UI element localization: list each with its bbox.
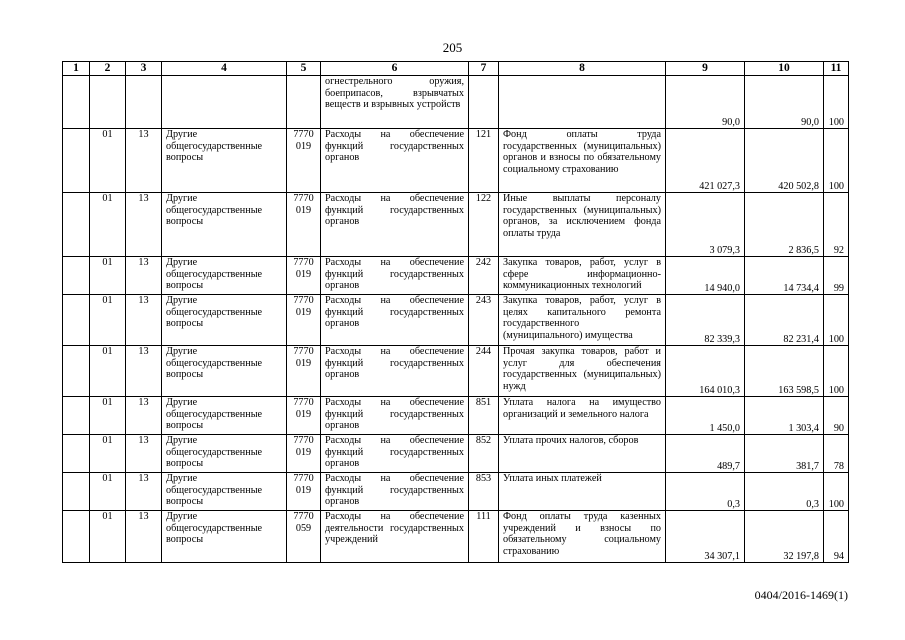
- target-article-code-cell: 7770 019: [287, 129, 321, 193]
- approved-amount-cell: 82 339,3: [666, 295, 745, 346]
- expense-name-cell: Расходы на обеспечение функций государственных органов: [321, 257, 469, 295]
- subsection-code-cell: 13: [126, 346, 162, 397]
- expense-type-code-cell: 244: [469, 346, 499, 397]
- section-code-cell: 01: [90, 473, 126, 511]
- section-name-cell: Другие общегосударственные вопросы: [162, 295, 287, 346]
- approved-amount-cell: 14 940,0: [666, 257, 745, 295]
- document-code: 0404/2016-1469(1): [754, 588, 848, 602]
- column-header: 4: [162, 62, 287, 76]
- subsection-code-cell: 13: [126, 129, 162, 193]
- expense-name-cell: огнестрельного оружия, боеприпасов, взрывчатых веществ и взрывных устройств: [321, 76, 469, 129]
- execution-percent-cell: 90: [824, 397, 849, 435]
- target-article-code-cell: 7770 019: [287, 257, 321, 295]
- column-header: 9: [666, 62, 745, 76]
- section-name-cell: Другие общегосударственные вопросы: [162, 435, 287, 473]
- execution-percent-cell: 100: [824, 346, 849, 397]
- approved-amount-cell: 3 079,3: [666, 193, 745, 257]
- table-row: [63, 511, 849, 563]
- expense-type-code-cell: 121: [469, 129, 499, 193]
- target-article-code-cell: 7770 019: [287, 473, 321, 511]
- expense-name-cell: Расходы на обеспечение функций государственных органов: [321, 397, 469, 435]
- expense-type-code-cell: 852: [469, 435, 499, 473]
- target-article-code-cell: 7770 019: [287, 346, 321, 397]
- target-article-code-cell: 7770 019: [287, 435, 321, 473]
- section-name-cell: Другие общегосударственные вопросы: [162, 129, 287, 193]
- row-index-cell: [63, 193, 90, 257]
- expense-type-name-cell: Закупка товаров, работ, услуг в сфере информационно-коммуникационных технологий: [499, 257, 666, 295]
- section-code-cell: 01: [90, 129, 126, 193]
- section-code-cell: 01: [90, 257, 126, 295]
- section-name-cell: Другие общегосударственные вопросы: [162, 511, 287, 563]
- expense-type-name-cell: Уплата прочих налогов, сборов: [499, 435, 666, 473]
- expense-type-code-cell: 111: [469, 511, 499, 563]
- expense-type-code-cell: 851: [469, 397, 499, 435]
- header-row: [63, 62, 849, 76]
- expense-name-cell: Расходы на обеспечение функций государственных органов: [321, 193, 469, 257]
- subsection-code-cell: 13: [126, 397, 162, 435]
- executed-amount-cell: 2 836,5: [745, 193, 824, 257]
- row-index-cell: [63, 435, 90, 473]
- budget-table: [62, 61, 849, 563]
- expense-type-name-cell: Закупка товаров, работ, услуг в целях капитального ремонта государственного (муниципального) имущества: [499, 295, 666, 346]
- table-row: [63, 473, 849, 511]
- expense-type-code-cell: [469, 76, 499, 129]
- executed-amount-cell: 32 197,8: [745, 511, 824, 563]
- subsection-code-cell: 13: [126, 295, 162, 346]
- row-index-cell: [63, 511, 90, 563]
- approved-amount-cell: 164 010,3: [666, 346, 745, 397]
- section-name-cell: [162, 76, 287, 129]
- section-name-cell: Другие общегосударственные вопросы: [162, 257, 287, 295]
- approved-amount-cell: 90,0: [666, 76, 745, 129]
- row-index-cell: [63, 346, 90, 397]
- row-index-cell: [63, 473, 90, 511]
- row-index-cell: [63, 295, 90, 346]
- expense-type-code-cell: 853: [469, 473, 499, 511]
- expense-type-name-cell: Иные выплаты персоналу государственных (муниципальных) органов, за исключением фонда оплаты труда: [499, 193, 666, 257]
- execution-percent-cell: 92: [824, 193, 849, 257]
- table-row: [63, 435, 849, 473]
- column-header: 2: [90, 62, 126, 76]
- expense-type-name-cell: Прочая закупка товаров, работ и услуг для обеспечения государственных (муниципальных) нужд: [499, 346, 666, 397]
- section-name-cell: Другие общегосударственные вопросы: [162, 397, 287, 435]
- expense-type-name-cell: Фонд оплаты труда казенных учреждений и взносы по обязательному социальному страхованию: [499, 511, 666, 563]
- column-header: 6: [321, 62, 469, 76]
- execution-percent-cell: 94: [824, 511, 849, 563]
- subsection-code-cell: 13: [126, 511, 162, 563]
- column-header: 7: [469, 62, 499, 76]
- table-row: [63, 129, 849, 193]
- section-code-cell: 01: [90, 295, 126, 346]
- executed-amount-cell: 0,3: [745, 473, 824, 511]
- executed-amount-cell: 381,7: [745, 435, 824, 473]
- section-code-cell: 01: [90, 193, 126, 257]
- target-article-code-cell: 7770 059: [287, 511, 321, 563]
- subsection-code-cell: 13: [126, 257, 162, 295]
- section-name-cell: Другие общегосударственные вопросы: [162, 346, 287, 397]
- section-code-cell: 01: [90, 346, 126, 397]
- execution-percent-cell: 100: [824, 76, 849, 129]
- target-article-code-cell: [287, 76, 321, 129]
- expense-type-name-cell: Уплата иных платежей: [499, 473, 666, 511]
- column-header: 3: [126, 62, 162, 76]
- execution-percent-cell: 100: [824, 295, 849, 346]
- section-code-cell: 01: [90, 435, 126, 473]
- expense-type-name-cell: [499, 76, 666, 129]
- executed-amount-cell: 163 598,5: [745, 346, 824, 397]
- row-index-cell: [63, 129, 90, 193]
- approved-amount-cell: 421 027,3: [666, 129, 745, 193]
- page-number: 205: [442, 40, 463, 55]
- approved-amount-cell: 0,3: [666, 473, 745, 511]
- expense-name-cell: Расходы на обеспечение функций государственных органов: [321, 129, 469, 193]
- table-row: [63, 193, 849, 257]
- expense-type-code-cell: 243: [469, 295, 499, 346]
- subsection-code-cell: [126, 76, 162, 129]
- section-code-cell: 01: [90, 511, 126, 563]
- table-row: [63, 76, 849, 129]
- expense-name-cell: Расходы на обеспечение функций государственных органов: [321, 473, 469, 511]
- approved-amount-cell: 1 450,0: [666, 397, 745, 435]
- expense-name-cell: Расходы на обеспечение деятельности государственных учреждений: [321, 511, 469, 563]
- section-code-cell: 01: [90, 397, 126, 435]
- row-index-cell: [63, 257, 90, 295]
- expense-name-cell: Расходы на обеспечение функций государственных органов: [321, 295, 469, 346]
- approved-amount-cell: 489,7: [666, 435, 745, 473]
- section-name-cell: Другие общегосударственные вопросы: [162, 473, 287, 511]
- executed-amount-cell: 14 734,4: [745, 257, 824, 295]
- execution-percent-cell: 99: [824, 257, 849, 295]
- column-header: 11: [824, 62, 849, 76]
- table-row: [63, 346, 849, 397]
- target-article-code-cell: 7770 019: [287, 397, 321, 435]
- expense-type-name-cell: Фонд оплаты труда государственных (муниципальных) органов и взносы по обязательному социальному страхованию: [499, 129, 666, 193]
- executed-amount-cell: 82 231,4: [745, 295, 824, 346]
- execution-percent-cell: 100: [824, 473, 849, 511]
- executed-amount-cell: 1 303,4: [745, 397, 824, 435]
- target-article-code-cell: 7770 019: [287, 193, 321, 257]
- subsection-code-cell: 13: [126, 473, 162, 511]
- subsection-code-cell: 13: [126, 193, 162, 257]
- table-row: [63, 295, 849, 346]
- table-row: [63, 397, 849, 435]
- executed-amount-cell: 90,0: [745, 76, 824, 129]
- approved-amount-cell: 34 307,1: [666, 511, 745, 563]
- expense-type-code-cell: 122: [469, 193, 499, 257]
- expense-type-code-cell: 242: [469, 257, 499, 295]
- column-header: 10: [745, 62, 824, 76]
- section-code-cell: [90, 76, 126, 129]
- execution-percent-cell: 78: [824, 435, 849, 473]
- expense-type-name-cell: Уплата налога на имущество организаций и земельного налога: [499, 397, 666, 435]
- expense-name-cell: Расходы на обеспечение функций государственных органов: [321, 435, 469, 473]
- section-name-cell: Другие общегосударственные вопросы: [162, 193, 287, 257]
- column-header: 1: [63, 62, 90, 76]
- target-article-code-cell: 7770 019: [287, 295, 321, 346]
- executed-amount-cell: 420 502,8: [745, 129, 824, 193]
- column-header: 5: [287, 62, 321, 76]
- table-row: [63, 257, 849, 295]
- row-index-cell: [63, 397, 90, 435]
- subsection-code-cell: 13: [126, 435, 162, 473]
- row-index-cell: [63, 76, 90, 129]
- column-header: 8: [499, 62, 666, 76]
- expense-name-cell: Расходы на обеспечение функций государственных органов: [321, 346, 469, 397]
- execution-percent-cell: 100: [824, 129, 849, 193]
